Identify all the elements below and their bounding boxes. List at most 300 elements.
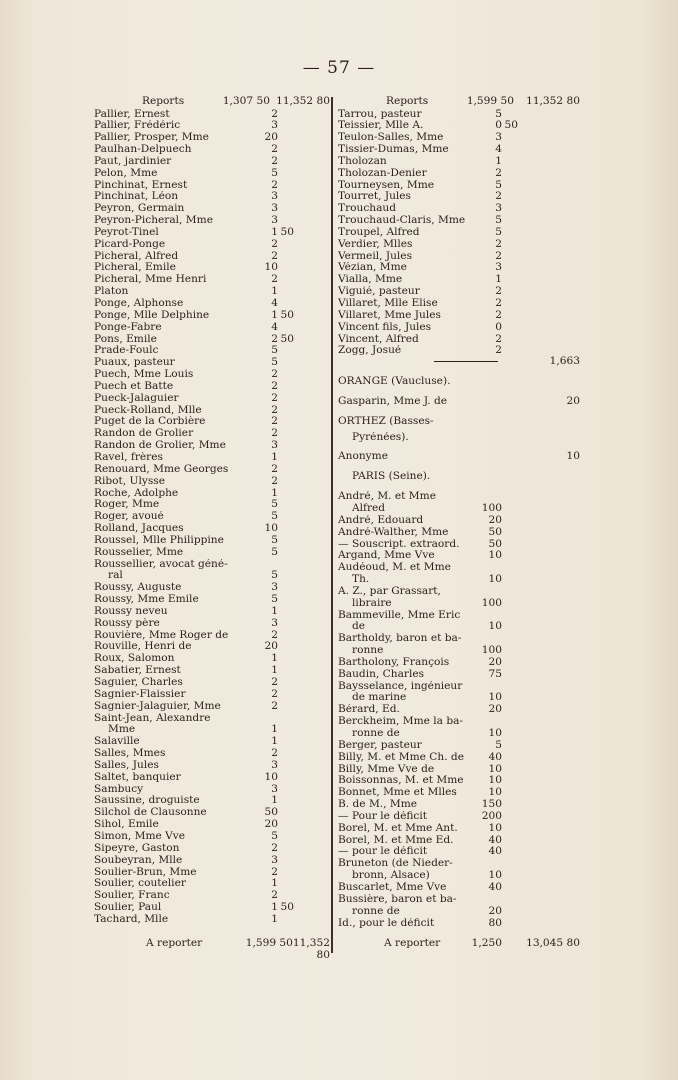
donor-amount-cents (278, 322, 294, 334)
donor-name: Ponge, Alphonse (94, 298, 184, 309)
donor-name: Rolland, Jacques (94, 523, 184, 535)
donor-name: Tholozan (338, 155, 387, 167)
donor-amount-cents (278, 641, 294, 653)
donor-amount: 10 (488, 787, 502, 799)
donor-amount-cents (278, 369, 294, 381)
donor-name: Picheral, Emile (94, 262, 176, 274)
list-item (94, 168, 330, 180)
donor-amount-cents: 50 (280, 226, 294, 238)
donor-name: Teissier, Mlle A. (338, 120, 424, 132)
donor-name: Pueck-Rolland, Mlle (94, 404, 202, 416)
donor-name: Salles, Jules (94, 759, 159, 771)
donor-amount: 3 (271, 191, 278, 203)
donor-name: Roger, Mme (94, 499, 160, 511)
donor-amount-cents (502, 227, 518, 239)
donor-amount (470, 858, 502, 870)
donor-amount: 1 (271, 605, 278, 617)
donor-name: Saguier, Charles (94, 677, 183, 688)
donor-amount: 5 (495, 179, 502, 191)
donor-name: bronn, Alsace) (352, 870, 430, 882)
donor-amount: 1 (271, 795, 278, 807)
donor-name: Rouville, Henri de (94, 641, 192, 653)
donor-name: Paut, jardinier (94, 155, 172, 167)
donor-amount: 10 (488, 550, 502, 562)
donor-name: Puech et Batte (94, 380, 174, 392)
list-item (94, 357, 330, 369)
donor-amount: 2 (495, 238, 502, 250)
list-item (94, 807, 330, 819)
list-item (94, 535, 330, 547)
donor-amount: 0 (495, 321, 502, 333)
donor-name: Tachard, Mlle (94, 913, 169, 925)
donor-name: Vézian, Mme (338, 262, 407, 274)
donor-amount-cents (278, 298, 294, 310)
list-item (338, 692, 580, 704)
donor-amount: 2 (271, 842, 278, 854)
donor-amount: 3 (271, 120, 278, 132)
list-item (94, 582, 330, 594)
donor-amount-cents (278, 701, 294, 713)
donor-amount-cents (278, 736, 294, 748)
donor-amount: 5 (271, 534, 278, 546)
donor-name: Borel, M. et Mme Ed. (338, 834, 454, 846)
donor-amount-cents (278, 523, 294, 535)
donor-amount: 2 (495, 286, 502, 298)
donor-name: Tarrou, pasteur (338, 108, 422, 120)
list-item (94, 677, 330, 689)
donor-name: Pinchinat, Léon (94, 191, 179, 203)
donor-name: Th. (352, 574, 370, 586)
list-item (94, 322, 330, 334)
donor-amount: 2 (495, 345, 502, 357)
donor-amount: 100 (481, 645, 502, 657)
donor-amount (470, 894, 502, 906)
donor-amount: 3 (271, 440, 278, 452)
donor-amount: 3 (271, 854, 278, 866)
donor-name: Ribot, Ulysse (94, 475, 165, 487)
list-item (338, 846, 580, 858)
donor-amount-cents (502, 191, 518, 203)
list-item (94, 606, 330, 618)
donor-amount: 10 (488, 870, 502, 882)
list-item (338, 491, 580, 503)
list-item (338, 716, 580, 728)
donor-name: Berckheim, Mme la ba- (338, 716, 464, 728)
donor-amount: 75 (488, 668, 502, 680)
list-item (338, 227, 580, 239)
donor-name: Simon, Mme Vve (94, 830, 186, 842)
donor-name: Gasparin, Mme J. de (338, 395, 448, 407)
donor-name: Salles, Mmes (94, 748, 166, 760)
list-item (338, 621, 580, 633)
donor-amount-cents (278, 274, 294, 286)
donor-name: Bérard, Ed. (338, 704, 400, 716)
donor-name: Sihol, Emile (94, 819, 159, 831)
donor-amount: 1 (495, 274, 502, 286)
list-item (338, 215, 580, 227)
list-item (338, 823, 580, 835)
donor-name: Ravel, frères (94, 451, 163, 463)
right-column (338, 95, 580, 929)
donor-amount-cents (278, 855, 294, 867)
list-item (338, 451, 580, 463)
list-item (94, 630, 330, 642)
list-item (94, 381, 330, 393)
left-a-reporter (94, 937, 330, 961)
list-item (94, 653, 330, 665)
donor-amount-cents (278, 653, 294, 665)
donor-name: ral (108, 570, 123, 582)
donor-name: Ponge, Mlle Delphine (94, 309, 210, 321)
list-item (94, 701, 330, 713)
list-item (338, 835, 580, 847)
donor-amount-cents (278, 784, 294, 796)
donor-name: Sagnier-Jalaguier, Mme (94, 700, 221, 712)
donor-amount: 10 (488, 822, 502, 834)
a-reporter-label: A reporter (384, 937, 441, 949)
donor-amount-cents (278, 357, 294, 369)
donor-amount-cents (278, 215, 294, 227)
donor-amount-cents (502, 274, 518, 286)
list-item (338, 906, 580, 918)
donor-amount: 2 (271, 179, 278, 191)
list-item (94, 878, 330, 890)
list-item (94, 867, 330, 879)
donor-name: Silchol de Clausonne (94, 807, 207, 819)
reports-amount-a: 1,599 50 (466, 95, 514, 107)
donor-name: Roussy neveu (94, 605, 168, 617)
donor-name: Ponge-Fabre (94, 321, 162, 333)
list-item (94, 393, 330, 405)
donor-name: Baudin, Charles (338, 668, 425, 680)
list-item (94, 180, 330, 192)
right-entry-list (338, 109, 580, 358)
donor-amount: 2 (495, 333, 502, 345)
donor-amount: 2 (495, 167, 502, 179)
donor-amount: 2 (271, 404, 278, 416)
donor-name: Soulier, Paul (94, 902, 162, 914)
donor-name: Pelon, Mme (94, 167, 158, 179)
donor-amount-cents (502, 334, 518, 346)
list-item (338, 918, 580, 930)
donor-name: Audéoud, M. et Mme (338, 562, 451, 574)
donor-amount: 10 (264, 523, 278, 535)
list-item (338, 787, 580, 799)
donor-name: Peyron, Germain (94, 203, 185, 215)
donor-name: Argand, Mme Vve (338, 550, 435, 562)
subtotal-amount: 1,663 (549, 355, 580, 368)
list-item (94, 109, 330, 121)
list-item (338, 704, 580, 716)
list-item (94, 416, 330, 428)
donor-amount: 3 (495, 262, 502, 274)
donor-amount: 5 (495, 226, 502, 238)
donor-name: Trouchaud-Claris, Mme (338, 215, 466, 227)
list-item (338, 669, 580, 681)
section-title-paris: PARIS (Seine). (352, 471, 431, 483)
donor-name: Vialla, Mme (338, 274, 403, 286)
list-item (94, 665, 330, 677)
donor-amount-cents (278, 713, 294, 725)
nimes-subtotal (338, 356, 580, 368)
donor-amount: 2 (271, 392, 278, 404)
donor-amount-cents (502, 286, 518, 298)
donor-amount (246, 713, 278, 725)
donor-amount: 200 (481, 810, 502, 822)
donor-name: Roussellier, avocat géné- (94, 558, 228, 570)
donor-amount: 40 (488, 834, 502, 846)
list-item (94, 215, 330, 227)
list-item (338, 251, 580, 263)
list-item (338, 168, 580, 180)
donor-name: Vermeil, Jules (338, 250, 413, 262)
a-reporter-label: A reporter (146, 937, 203, 949)
donor-name: Sabatier, Ernest (94, 665, 181, 677)
donor-amount-cents (278, 559, 294, 571)
list-item (94, 902, 330, 914)
donor-name: de (352, 621, 366, 633)
section-title-orange: ORANGE (Vaucluse). (338, 376, 451, 388)
list-item (338, 298, 580, 310)
donor-amount-cents (278, 748, 294, 760)
donor-name: Berger, pasteur (338, 739, 422, 751)
donor-name: Prade-Foulc (94, 345, 159, 357)
list-item (338, 156, 580, 168)
donor-amount: 20 (488, 905, 502, 917)
donor-amount-cents (502, 262, 518, 274)
donor-name: Saussine, droguiste (94, 795, 200, 807)
list-item (338, 681, 580, 693)
donor-amount-cents (502, 180, 518, 192)
donor-amount: 5 (271, 345, 278, 357)
donor-amount: 2 (271, 144, 278, 156)
donor-amount-cents: 50 (280, 309, 294, 321)
donor-amount-cents: 50 (504, 120, 518, 132)
donor-amount-cents (278, 156, 294, 168)
donor-amount: 2 (495, 309, 502, 321)
donor-amount: 0 (495, 120, 502, 132)
donor-amount-cents (278, 239, 294, 251)
list-item (338, 180, 580, 192)
donor-name: Soulier, Franc (94, 890, 170, 902)
list-item (94, 274, 330, 286)
list-item (94, 239, 330, 251)
donor-name: Roussel, Mlle Philippine (94, 534, 224, 546)
donor-name: Puaux, pasteur (94, 357, 175, 369)
list-item (338, 310, 580, 322)
list-item (338, 239, 580, 251)
donor-name: — Souscript. extraord. (338, 538, 460, 550)
paris-entry-list (338, 491, 580, 929)
list-item (94, 855, 330, 867)
donor-amount: 10 (488, 574, 502, 586)
donor-amount-cents: 50 (280, 333, 294, 345)
donor-amount-cents (278, 488, 294, 500)
donor-name: libraire (352, 597, 392, 609)
donor-amount-cents (278, 535, 294, 547)
donor-amount: 10 (264, 262, 278, 274)
list-item (338, 574, 580, 586)
donor-amount: 5 (495, 108, 502, 120)
donor-amount: 10 (488, 763, 502, 775)
list-item (338, 764, 580, 776)
list-item (94, 713, 330, 725)
list-item (94, 262, 330, 274)
a-reporter-amount-a: 1,599 50 (245, 937, 293, 949)
list-item (94, 511, 330, 523)
donor-amount-cents (278, 795, 294, 807)
list-item (94, 819, 330, 831)
donor-amount-cents (278, 606, 294, 618)
donor-amount: 2 (271, 333, 278, 345)
list-item (94, 345, 330, 357)
donor-amount-cents (502, 239, 518, 251)
list-item (338, 503, 580, 515)
donor-amount: 1 (271, 286, 278, 298)
list-item (338, 586, 580, 598)
donor-amount: 4 (271, 321, 278, 333)
donor-name: Tourneysen, Mme (338, 179, 435, 191)
donor-name: Tissier-Dumas, Mme (338, 144, 449, 156)
donor-name: Villaret, Mme Jules (338, 309, 441, 321)
donor-name: Verdier, Mlles (338, 238, 413, 250)
donor-amount-cents (502, 251, 518, 263)
list-item (94, 748, 330, 760)
donor-amount: 3 (271, 582, 278, 594)
donor-name: Bussière, baron et ba- (338, 893, 457, 905)
donor-name: Baysselance, ingénieur (338, 680, 463, 692)
donor-amount: 2 (495, 298, 502, 309)
donor-amount-cents (278, 760, 294, 772)
donor-name: Id., pour le déficit (338, 917, 435, 929)
a-reporter-amount-b: 13,045 80 (526, 937, 580, 949)
donor-amount-cents (502, 168, 518, 180)
list-item (338, 132, 580, 144)
donor-name: Viguié, pasteur (338, 286, 420, 298)
donor-name: Tourret, Jules (338, 191, 411, 203)
donor-name: Rouvière, Mme Roger de (94, 629, 229, 641)
donor-amount: 10 (488, 728, 502, 739)
donor-amount: 2 (271, 380, 278, 392)
donor-name: Roussy, Mme Emile (94, 594, 199, 606)
donor-amount-cents (278, 547, 294, 559)
donor-name: ronne de (352, 728, 400, 739)
list-item (94, 559, 330, 571)
donor-name: Troupel, Alfred (338, 226, 420, 238)
list-item (94, 440, 330, 452)
donor-amount: 3 (495, 132, 502, 144)
donor-amount (470, 586, 502, 598)
list-item (94, 831, 330, 843)
list-item (338, 799, 580, 811)
list-item (338, 645, 580, 657)
donor-amount: 20 (264, 641, 278, 653)
donor-amount: 5 (271, 511, 278, 523)
donor-name: Pallier, Prosper, Mme (94, 132, 209, 144)
donor-name: Pinchinat, Ernest (94, 179, 188, 191)
donor-amount: 10 (566, 451, 580, 463)
list-item (94, 251, 330, 263)
donor-amount: 5 (271, 570, 278, 582)
donor-name: Pons, Emile (94, 333, 157, 345)
donor-amount: 5 (495, 739, 502, 751)
list-item (94, 203, 330, 215)
donor-amount: 1 (271, 487, 278, 499)
donor-name: Randon de Grolier, Mme (94, 440, 226, 452)
list-item (94, 523, 330, 535)
list-item (338, 515, 580, 527)
donor-amount-cents (502, 298, 518, 310)
donor-amount-cents (278, 914, 294, 926)
donor-name: Anonyme (338, 451, 388, 463)
donor-name: Tholozan-Denier (338, 167, 427, 179)
donor-amount: 150 (481, 799, 502, 811)
donor-amount: 2 (271, 677, 278, 688)
donor-name: Soulier, coutelier (94, 878, 186, 890)
list-item (94, 120, 330, 132)
donor-amount: 4 (271, 298, 278, 309)
donor-amount (246, 559, 278, 571)
donor-amount-cents (278, 109, 294, 121)
donor-name: Alfred (352, 502, 386, 514)
donor-amount-cents (278, 345, 294, 357)
donor-amount-cents (278, 807, 294, 819)
list-item (338, 334, 580, 346)
donor-amount-cents (502, 156, 518, 168)
donor-amount: 50 (488, 526, 502, 538)
list-item (94, 499, 330, 511)
donor-amount-cents (278, 843, 294, 855)
donor-amount-cents (278, 878, 294, 890)
donor-amount: 100 (481, 502, 502, 514)
donor-name: ronne (352, 645, 384, 657)
donor-amount-cents (502, 310, 518, 322)
donor-amount: 5 (271, 499, 278, 511)
donor-amount: 20 (488, 656, 502, 668)
donor-amount-cents (278, 191, 294, 203)
donor-amount-cents (278, 251, 294, 263)
left-reports-header (94, 95, 330, 108)
donor-amount-cents (502, 144, 518, 156)
donor-amount (470, 716, 502, 728)
donor-name: Randon de Grolier (94, 428, 194, 440)
donor-amount: 1 (271, 653, 278, 665)
donor-name: Boissonnas, M. et Mme (338, 775, 464, 787)
donor-amount: 3 (495, 203, 502, 215)
donor-amount: 1 (271, 724, 278, 736)
donor-amount (470, 610, 502, 622)
list-item (94, 476, 330, 488)
left-column (94, 95, 330, 926)
donor-amount: 3 (271, 617, 278, 629)
donor-amount: 3 (271, 215, 278, 227)
donor-amount: 2 (271, 369, 278, 381)
donor-amount-cents (278, 630, 294, 642)
donor-amount-cents (278, 772, 294, 784)
list-item (338, 657, 580, 669)
donor-amount-cents (278, 476, 294, 488)
donor-amount-cents (502, 215, 518, 227)
donor-name: Roche, Adolphe (94, 487, 179, 499)
list-item (94, 405, 330, 417)
a-reporter-amount-b: 11,352 80 (292, 937, 330, 961)
donor-name: Pallier, Frédéric (94, 120, 181, 132)
donor-amount: 40 (488, 751, 502, 763)
list-item (94, 310, 330, 322)
donor-name: Bonnet, Mme et Mlles (338, 787, 457, 799)
donor-name: Picheral, Alfred (94, 250, 179, 262)
list-item (94, 618, 330, 630)
